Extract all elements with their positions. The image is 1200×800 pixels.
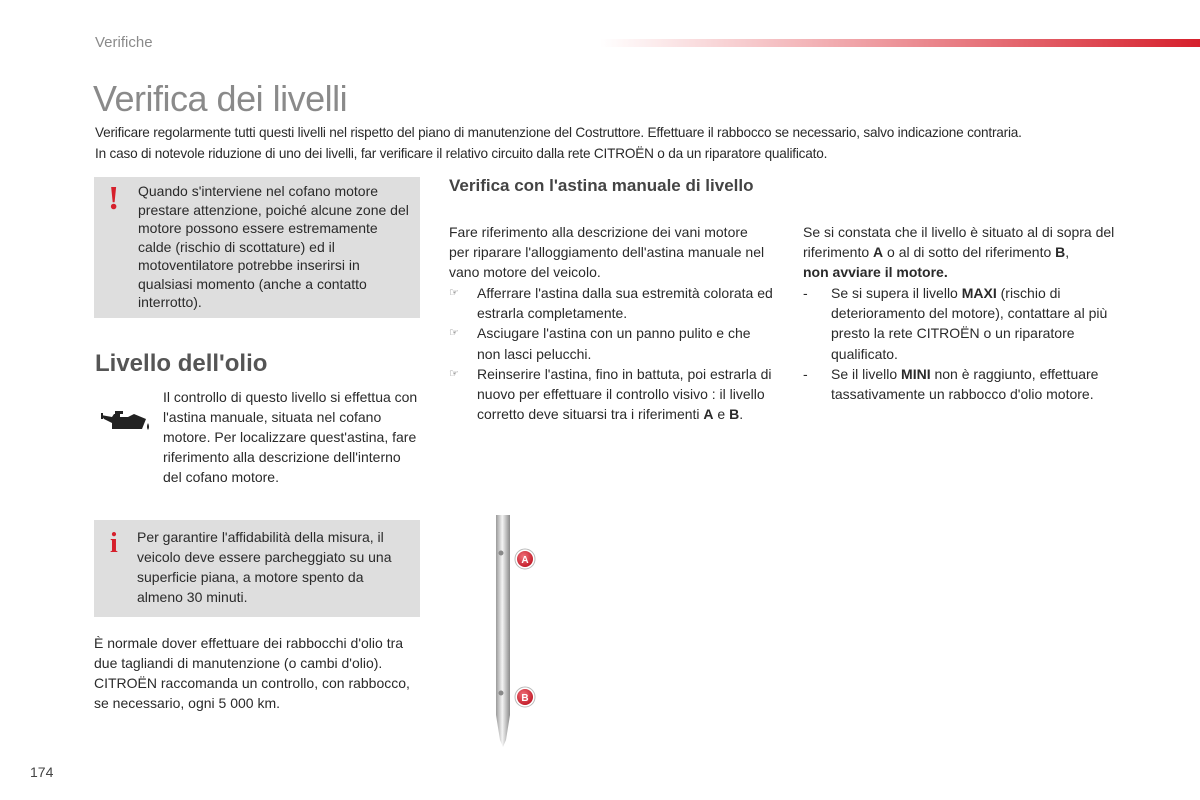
info-text: Per garantire l'affidabilità della misura, il veicolo deve essere parcheggiato su una superficie piana, a motore spento da almeno 30 minuti. [137, 529, 392, 605]
mini-label: MINI [901, 365, 931, 382]
warning-icon: ! [108, 180, 120, 217]
oil-can-icon [98, 405, 156, 435]
oil-section-title: Livello dell'olio [95, 350, 268, 377]
info-icon: i [110, 528, 118, 559]
reference-a: A [873, 244, 884, 261]
dipstick-intro: Fare riferimento alla descrizione dei vani motore per riparare l'alloggiamento dell'astina manuale nel vano motore del veicolo. [449, 224, 765, 281]
reference-b: B [729, 406, 740, 423]
dipstick-section-title: Verifica con l'astina manuale di livello [449, 176, 754, 195]
intro-line-2: In caso di notevole riduzione di uno dei livelli, far verificare il relativo circuito dalla rete CITROËN o da un riparatore qualificato. [95, 146, 828, 161]
list-item [449, 323, 774, 363]
list-item [803, 283, 1133, 364]
header-accent-bar [600, 39, 1200, 47]
item-text-after: non è raggiunto, effettuare tassativamente un rabbocco d'olio motore. [831, 365, 1099, 403]
step-text: Asciugare l'astina con un panno pulito e che non lasci pelucchi. [477, 325, 751, 362]
level-actions-list [803, 283, 1133, 404]
oil-description: Il controllo di questo livello si effettua con l'astina manuale, situata nel cofano motore. Per localizzare quest'astina, fare riferimento alla descrizione dell'interno del cofano motore. [163, 389, 418, 485]
list-item [449, 364, 774, 425]
step-text: Reinserire l'astina, fino in battuta, poi estrarla di nuovo per effettuare il controllo visivo : il livello corretto deve situarsi tra i riferimenti [477, 365, 772, 423]
list-item [449, 283, 774, 323]
intro-text-mid: o al di sotto del riferimento [883, 244, 1056, 261]
warning-text: Quando s'interviene nel cofano motore prestare attenzione, poiché alcune zone del motore possono essere estremamente calde (rischio di scottature) ed il motoventilatore potrebbe inserirsi in qualsiasi momento (anche a contatto interrotto). [138, 183, 409, 310]
page-title: Verifica dei livelli [93, 78, 348, 119]
marker-b-label: B [521, 693, 529, 704]
step-text-mid: e [713, 406, 730, 423]
pointing-hand-icon: ☞ [449, 287, 459, 299]
marker-a [515, 549, 535, 569]
level-warning-intro [803, 222, 1133, 283]
dipstick-steps [449, 283, 774, 424]
list-item [803, 364, 1133, 404]
marker-a-label: A [521, 555, 529, 566]
do-not-start-warning: non avviare il motore. [803, 264, 948, 281]
item-text-after: (rischio di deterioramento del motore), contattare al più presto la rete CITROËN o un riparatore qualificato. [831, 285, 1108, 362]
pointing-hand-icon: ☞ [449, 327, 459, 340]
maxi-label: MAXI [961, 285, 997, 301]
item-text: Se il livello [831, 365, 902, 382]
page-number: 174 [30, 764, 54, 780]
intro-paragraph [95, 122, 1135, 164]
pointing-hand-icon: ☞ [449, 367, 459, 380]
item-text: Se si supera il livello [831, 285, 962, 301]
intro-line-1: Verificare regolarmente tutti questi livelli nel rispetto del piano di manutenzione del Costruttore. Effettuare il rabbocco se necessario, salvo indicazione contraria. [95, 125, 1022, 140]
marker-b [515, 687, 535, 707]
step-text: Afferrare l'astina dalla sua estremità colorata ed estrarla completamente. [477, 285, 773, 322]
step-text-end: . [739, 406, 744, 423]
dash-bullet: - [803, 365, 808, 382]
intro-comma: , [1065, 244, 1070, 261]
intro-text: Se si constata che il livello è situato al di sopra del riferimento [803, 224, 1115, 261]
section-label: Verifiche [95, 34, 153, 51]
dash-bullet: - [803, 285, 808, 301]
reference-a: A [703, 406, 714, 423]
reference-b: B [1055, 244, 1066, 261]
oil-top-up-paragraph: È normale dover effettuare dei rabbocchi d'olio tra due tagliandi di manutenzione (o cambi d'olio). CITROËN raccomanda un controllo, con rabbocco, se necessario, ogni 5 000 km. [94, 635, 410, 711]
dipstick-illustration [488, 515, 548, 750]
